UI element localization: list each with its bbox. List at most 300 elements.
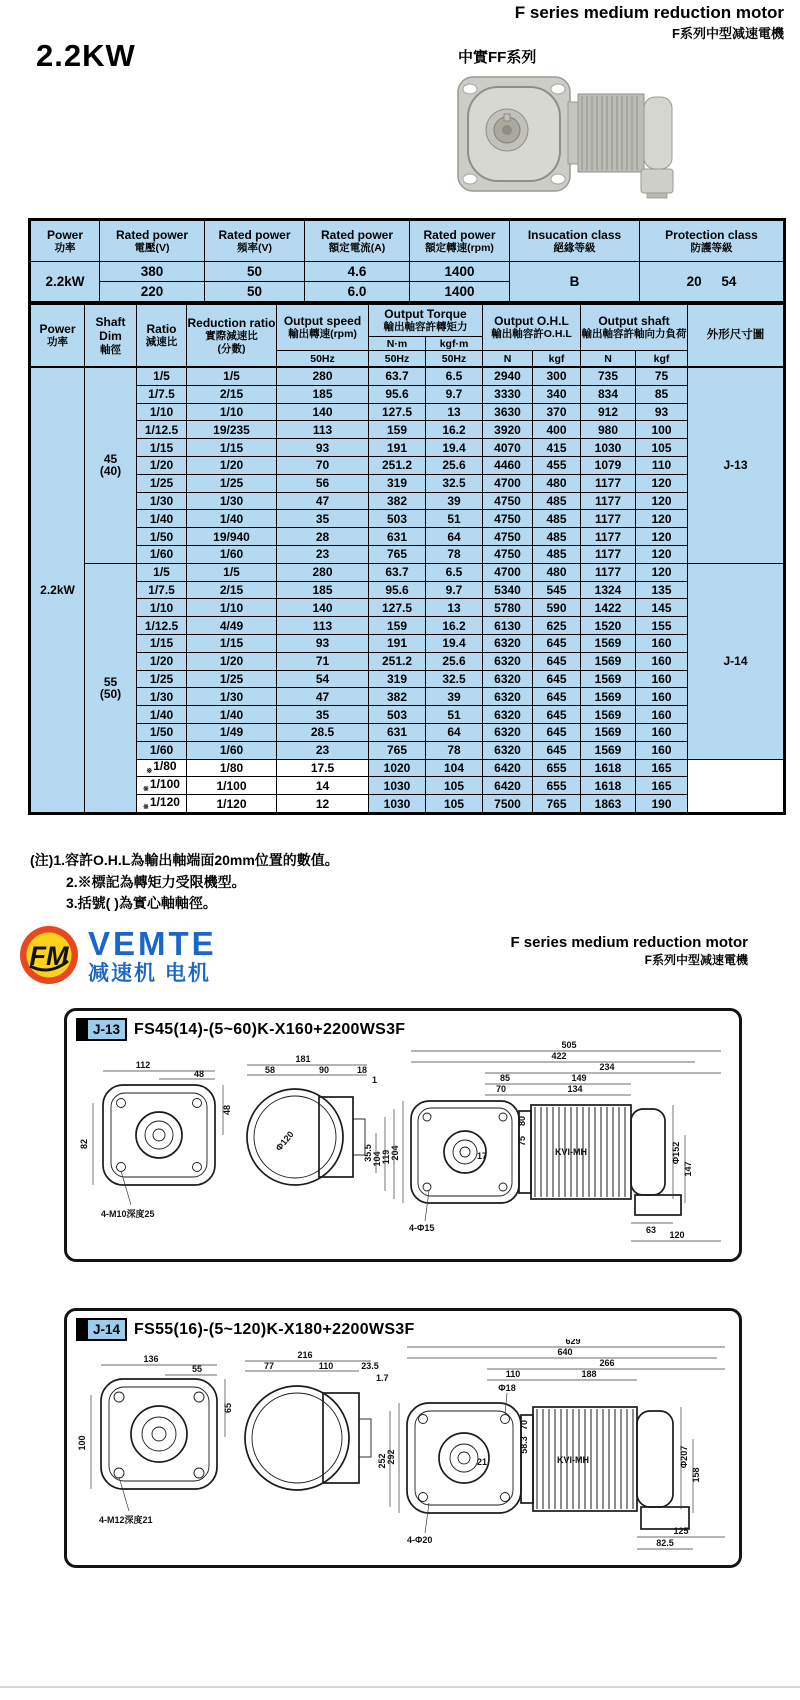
- j13-dim-58: 58: [264, 1065, 276, 1075]
- t2-h-hz-kgfm: 50Hz: [426, 351, 483, 368]
- cell-ratio: 1/12.5: [137, 421, 187, 439]
- cell-shaft-n: 1569: [581, 688, 636, 706]
- j13-dim-17-key: 17: [477, 1151, 488, 1161]
- cell-ohl-kgf: 645: [533, 634, 581, 652]
- cell-shaft-kgf: 75: [636, 367, 688, 385]
- footnote-line-3: 3.括號( )為實心軸軸徑。: [66, 895, 217, 912]
- cell-torque-kgfm: 51: [426, 706, 483, 724]
- j13-dim-75: 75: [517, 1135, 527, 1147]
- cell-ohl-n: 4460: [483, 456, 533, 474]
- cell-ohl-n: 2940: [483, 367, 533, 385]
- footnote-prefix: (注): [30, 852, 54, 868]
- j14-dim-216: 216: [297, 1350, 313, 1360]
- cell-torque-kgfm: 9.7: [426, 385, 483, 403]
- t2-h-reduction-zh2: (分數): [217, 342, 246, 355]
- j13-dim-104: 104: [372, 1151, 382, 1167]
- t1-h-insulation-en: Insucation class: [527, 227, 622, 242]
- t2-h-shaft-n: N: [581, 351, 636, 368]
- cell-ohl-kgf: 655: [533, 777, 581, 795]
- cell-output-speed: 47: [277, 688, 369, 706]
- cell-shaft-n: 1618: [581, 759, 636, 777]
- power-rating-title: 2.2KW: [36, 38, 136, 73]
- cell-torque-nm: 319: [369, 474, 426, 492]
- cell-torque-kgfm: 25.6: [426, 652, 483, 670]
- j13-dim-119: 119: [381, 1149, 391, 1165]
- j14-badge: [76, 1318, 127, 1341]
- cell-reduction-ratio: 1/10: [187, 403, 277, 421]
- cell-ratio: 1/60: [137, 741, 187, 759]
- cell-torque-kgfm: 104: [426, 759, 483, 777]
- t1-insulation-value: B: [510, 262, 640, 303]
- t1-current-380: 4.6: [305, 262, 410, 282]
- cell-ohl-n: 4700: [483, 474, 533, 492]
- cell-output-speed: 185: [277, 385, 369, 403]
- cell-torque-nm: 765: [369, 741, 426, 759]
- t1-h-speed-zh: 額定轉速(rpm): [425, 241, 494, 254]
- brand-emblem-letters: FM: [29, 941, 69, 971]
- cell-torque-nm: 159: [369, 421, 426, 439]
- page-title-en: F series medium reduction motor: [514, 3, 784, 22]
- j13-dim-35-5: 35.5: [363, 1144, 373, 1162]
- j14-dim-58-3: 58.3: [519, 1436, 529, 1454]
- cell-shaft-n: 1422: [581, 599, 636, 617]
- cell-output-speed: 140: [277, 403, 369, 421]
- cell-shaft-kgf: 120: [636, 510, 688, 528]
- t2-h-hz-nm: 50Hz: [369, 351, 426, 368]
- j14-holes-callout: 4-Φ20: [407, 1535, 433, 1545]
- cell-reduction-ratio: 1/20: [187, 652, 277, 670]
- torque-limited-mark: ※: [143, 804, 149, 812]
- brand-emblem-icon: [18, 924, 80, 986]
- j14-dim-23-5: 23.5: [361, 1361, 379, 1371]
- series-label: 中實FF系列: [458, 49, 537, 66]
- j13-dim-120-bottom: 120: [669, 1230, 685, 1240]
- cell-reduction-ratio: 19/235: [187, 421, 277, 439]
- mid-title-zh: F系列中型减速電機: [644, 953, 748, 967]
- j13-dim-dia-152: Φ152: [671, 1141, 681, 1165]
- cell-shaft-kgf: 120: [636, 474, 688, 492]
- cell-output-speed: 14: [277, 777, 369, 795]
- t2-h-reduction: [187, 304, 277, 368]
- cell-reduction-ratio: 1/15: [187, 634, 277, 652]
- cell-shaft-n: 1324: [581, 581, 636, 599]
- cell-shaft-kgf: 160: [636, 723, 688, 741]
- cell-ohl-n: 6320: [483, 723, 533, 741]
- cell-reduction-ratio: 2/15: [187, 385, 277, 403]
- j13-motor-label: KVI-MH: [555, 1147, 587, 1157]
- cell-reduction-ratio: 1/10: [187, 599, 277, 617]
- cell-shaft-kgf: 105: [636, 439, 688, 457]
- torque-limited-mark: ※: [143, 786, 149, 794]
- cell-ohl-kgf: 400: [533, 421, 581, 439]
- cell-ratio: $_※$1/80: [137, 759, 187, 777]
- table-row: [30, 759, 785, 777]
- cell-torque-kgfm: 39: [426, 492, 483, 510]
- cell-shaft-n: 1569: [581, 706, 636, 724]
- cell-reduction-ratio: 1/25: [187, 474, 277, 492]
- footnote-line-2: 2.※標記為轉矩力受限機型。: [66, 873, 246, 890]
- cell-output-speed: 35: [277, 510, 369, 528]
- cell-output-speed: 28.5: [277, 723, 369, 741]
- j14-badge-square: [78, 1320, 88, 1339]
- cell-ratio: 1/60: [137, 545, 187, 563]
- cell-ratio: 1/50: [137, 528, 187, 546]
- power-cell: 2.2kW: [30, 367, 85, 813]
- j13-dim-204: 204: [390, 1145, 400, 1161]
- t2-h-ohl-n: N: [483, 351, 533, 368]
- cell-ohl-kgf: 590: [533, 599, 581, 617]
- cell-shaft-n: 834: [581, 385, 636, 403]
- t2-h-nm: N·m: [369, 337, 426, 351]
- t2-h-ratio: [137, 304, 187, 368]
- cell-output-speed: 17.5: [277, 759, 369, 777]
- table-row: [30, 528, 785, 546]
- t1-h-current-zh: 額定電流(A): [328, 241, 386, 254]
- dim-ref-empty-cell: [688, 759, 785, 813]
- cell-torque-kgfm: 6.5: [426, 367, 483, 385]
- cell-ohl-kgf: 645: [533, 706, 581, 724]
- brand-name: VEMTE: [88, 924, 217, 962]
- j14-dim-dia-18: Φ18: [498, 1383, 516, 1393]
- cell-torque-nm: 63.7: [369, 563, 426, 581]
- cell-ohl-n: 4750: [483, 492, 533, 510]
- cell-ohl-n: 6320: [483, 652, 533, 670]
- t2-h-hz-speed: 50Hz: [277, 351, 369, 368]
- cell-ohl-kgf: 655: [533, 759, 581, 777]
- power-spec-table: [28, 218, 786, 304]
- cell-ratio: 1/12.5: [137, 617, 187, 635]
- cell-ohl-n: 5340: [483, 581, 533, 599]
- cell-torque-kgfm: 16.2: [426, 421, 483, 439]
- cell-torque-kgfm: 25.6: [426, 456, 483, 474]
- cell-reduction-ratio: 1/30: [187, 492, 277, 510]
- shaft-dim-paren: (50): [99, 686, 122, 701]
- j13-drawing-canvas: [73, 1041, 733, 1253]
- cell-shaft-n: 980: [581, 421, 636, 439]
- cell-shaft-n: 1177: [581, 545, 636, 563]
- j13-dim-48-top: 48: [193, 1069, 205, 1079]
- cell-ratio: 1/25: [137, 474, 187, 492]
- cell-ohl-n: 6320: [483, 741, 533, 759]
- t2-h-torque-en: Output Torque: [384, 307, 467, 321]
- cell-ratio: 1/20: [137, 652, 187, 670]
- cell-reduction-ratio: 1/49: [187, 723, 277, 741]
- cell-reduction-ratio: 1/30: [187, 688, 277, 706]
- t1-h-voltage-zh: 電壓(V): [134, 241, 170, 254]
- cell-ohl-kgf: 645: [533, 670, 581, 688]
- page-title-zh: F系列中型减速電機: [672, 25, 784, 41]
- t1-freq-380: 50: [205, 262, 305, 282]
- t2-h-torque-zh: 輸出軸容許轉矩力: [383, 321, 468, 334]
- cell-torque-nm: 63.7: [369, 367, 426, 385]
- brand-logo: [18, 924, 217, 986]
- j13-holes-callout: 4-Φ15: [409, 1223, 435, 1233]
- cell-ohl-n: 4700: [483, 563, 533, 581]
- cell-ohl-kgf: 485: [533, 545, 581, 563]
- cell-output-speed: 23: [277, 545, 369, 563]
- t2-body: [30, 367, 785, 813]
- cell-shaft-kgf: 120: [636, 528, 688, 546]
- cell-torque-kgfm: 64: [426, 528, 483, 546]
- cell-output-speed: 113: [277, 421, 369, 439]
- cell-ohl-n: 6420: [483, 777, 533, 795]
- cell-output-speed: 12: [277, 795, 369, 814]
- cell-shaft-n: 1177: [581, 510, 636, 528]
- j14-dim-77: 77: [263, 1361, 275, 1371]
- j14-side-view: [245, 1350, 389, 1490]
- t2-h-thrust-zh: 輸出軸容許軸向力負荷: [581, 328, 687, 341]
- cell-torque-nm: 127.5: [369, 599, 426, 617]
- cell-output-speed: 140: [277, 599, 369, 617]
- cell-torque-kgfm: 105: [426, 777, 483, 795]
- t2-h-reduction-zh: 實際減速比: [205, 330, 258, 343]
- t1-row-380v: [30, 262, 785, 282]
- cell-ratio: $_※$1/120: [137, 795, 187, 814]
- t2-h-output-speed: [277, 304, 369, 351]
- cell-ohl-kgf: 455: [533, 456, 581, 474]
- cell-torque-kgfm: 51: [426, 510, 483, 528]
- table-row: [30, 688, 785, 706]
- cell-output-speed: 280: [277, 367, 369, 385]
- cell-torque-nm: 382: [369, 688, 426, 706]
- dim-ref-cell: J-14: [688, 563, 785, 759]
- j14-dim-252: 252: [377, 1453, 387, 1469]
- dim-ref-cell: J-13: [688, 367, 785, 563]
- cell-reduction-ratio: 1/60: [187, 741, 277, 759]
- shaft-dim-cell: [85, 367, 137, 563]
- cell-reduction-ratio: 1/40: [187, 706, 277, 724]
- cell-ratio: 1/40: [137, 706, 187, 724]
- cell-shaft-kgf: 100: [636, 421, 688, 439]
- t2-h-ohl-kgf: kgf: [533, 351, 581, 368]
- page-header: [515, 4, 784, 42]
- j14-dim-110: 110: [505, 1369, 521, 1379]
- j14-dim-629: 629: [565, 1339, 581, 1346]
- cell-torque-nm: 1030: [369, 795, 426, 814]
- j13-dim-422: 422: [551, 1051, 567, 1061]
- cell-shaft-kgf: 160: [636, 652, 688, 670]
- j13-dim-181: 181: [295, 1054, 311, 1064]
- cell-shaft-kgf: 135: [636, 581, 688, 599]
- cell-output-speed: 113: [277, 617, 369, 635]
- cell-shaft-kgf: 165: [636, 759, 688, 777]
- t2-h-reduction-en: Reduction ratio: [187, 315, 276, 330]
- j13-badge-label: J-13: [88, 1020, 125, 1039]
- table-row: [30, 795, 785, 814]
- j13-dim-1: 1: [372, 1075, 378, 1085]
- cell-reduction-ratio: 1/120: [187, 795, 277, 814]
- j14-dim-292: 292: [386, 1449, 396, 1465]
- cell-ohl-kgf: 625: [533, 617, 581, 635]
- j13-side-view: [247, 1054, 377, 1185]
- j14-assembly-view: [377, 1339, 725, 1549]
- cell-output-speed: 54: [277, 670, 369, 688]
- t1-h-voltage-en: Rated power: [115, 227, 188, 242]
- cell-torque-kgfm: 32.5: [426, 670, 483, 688]
- cell-ohl-kgf: 545: [533, 581, 581, 599]
- mid-title-en: F series medium reduction motor: [510, 934, 748, 951]
- j13-dim-85: 85: [499, 1073, 511, 1083]
- table-row: [30, 670, 785, 688]
- cell-output-speed: 93: [277, 634, 369, 652]
- j14-dim-136: 136: [143, 1354, 159, 1364]
- t2-h-shaft-zh: 軸徑: [100, 343, 121, 356]
- table-row: [30, 634, 785, 652]
- j13-title-row: [67, 1011, 739, 1041]
- table-row: [30, 777, 785, 795]
- t1-h-current-en: Rated power: [320, 227, 393, 242]
- t2-h-output-shaft: [581, 304, 688, 351]
- t2-h-ohl-en: Output O.H.L: [494, 314, 569, 328]
- cell-torque-nm: 1030: [369, 777, 426, 795]
- t2-header-row-1: [30, 304, 785, 337]
- t1-voltage-220: 220: [100, 282, 205, 303]
- cell-output-speed: 70: [277, 456, 369, 474]
- t1-protection-value: 20 54: [640, 262, 785, 303]
- cell-shaft-n: 1079: [581, 456, 636, 474]
- cell-torque-nm: 631: [369, 528, 426, 546]
- cell-torque-kgfm: 105: [426, 795, 483, 814]
- cell-shaft-kgf: 85: [636, 385, 688, 403]
- cell-shaft-n: 1177: [581, 563, 636, 581]
- cell-reduction-ratio: 1/5: [187, 367, 277, 385]
- t2-h-shaft-en: Shaft Dim: [95, 314, 126, 344]
- t1-h-speed: [410, 220, 510, 262]
- shaft-dim-cell: [85, 563, 137, 813]
- t2-h-dimension-ref: [688, 304, 785, 368]
- j14-dim-dia-207: Φ207: [679, 1445, 689, 1469]
- cell-shaft-kgf: 120: [636, 492, 688, 510]
- t1-h-frequency-zh: 頻率(V): [237, 241, 272, 254]
- cell-shaft-n: 1177: [581, 474, 636, 492]
- table-row: [30, 545, 785, 563]
- table-row: [30, 456, 785, 474]
- cell-torque-kgfm: 39: [426, 688, 483, 706]
- j13-assembly-view: [363, 1041, 721, 1241]
- cell-torque-nm: 191: [369, 634, 426, 652]
- cell-torque-nm: 631: [369, 723, 426, 741]
- cell-shaft-kgf: 160: [636, 688, 688, 706]
- t2-h-ratio-en: Ratio: [146, 322, 177, 336]
- t1-h-insulation: [510, 220, 640, 262]
- t2-h-output-torque: [369, 304, 483, 337]
- t2-h-output-ohl: [483, 304, 581, 351]
- cell-shaft-n: 1177: [581, 492, 636, 510]
- cell-ohl-n: 3920: [483, 421, 533, 439]
- cell-reduction-ratio: 4/49: [187, 617, 277, 635]
- j14-dim-266: 266: [599, 1358, 615, 1368]
- j14-motor-label: KVI-MH: [557, 1455, 589, 1465]
- t1-h-frequency-en: Rated power: [218, 227, 291, 242]
- t2-h-ohl-zh: 輸出軸容許O.H.L: [491, 328, 572, 341]
- product-photo: [455, 72, 685, 200]
- cell-shaft-kgf: 120: [636, 563, 688, 581]
- cell-ohl-n: 6320: [483, 634, 533, 652]
- cell-ohl-n: 4750: [483, 528, 533, 546]
- cell-torque-nm: 95.6: [369, 581, 426, 599]
- table-row: [30, 723, 785, 741]
- cell-ratio: 1/10: [137, 403, 187, 421]
- j14-badge-label: J-14: [88, 1320, 125, 1339]
- table-row: [30, 403, 785, 421]
- table-row: [30, 741, 785, 759]
- cell-shaft-kgf: 165: [636, 777, 688, 795]
- page-bottom-divider: [0, 1686, 800, 1688]
- j14-dim-158: 158: [691, 1467, 701, 1483]
- cell-torque-nm: 1020: [369, 759, 426, 777]
- cell-shaft-kgf: 160: [636, 670, 688, 688]
- t2-h-shaft-dim: [85, 304, 137, 368]
- cell-ratio: 1/50: [137, 723, 187, 741]
- j14-title-row: [67, 1311, 739, 1341]
- j13-dim-80: 80: [517, 1115, 527, 1127]
- t1-current-220: 6.0: [305, 282, 410, 303]
- cell-ratio: 1/25: [137, 670, 187, 688]
- brand-subtitle: 减速机 电机: [88, 961, 211, 985]
- t1-freq-220: 50: [205, 282, 305, 303]
- cell-ohl-n: 3630: [483, 403, 533, 421]
- footnote-text-1: 1.容許O.H.L為輸出軸端面20mm位置的數值。: [53, 852, 339, 868]
- j13-dim-82: 82: [79, 1138, 89, 1150]
- t1-speed-220: 1400: [410, 282, 510, 303]
- cell-reduction-ratio: 1/20: [187, 456, 277, 474]
- t1-h-protection-en: Protection class: [665, 227, 758, 242]
- cell-ratio: 1/7.5: [137, 581, 187, 599]
- t1-h-speed-en: Rated power: [423, 227, 496, 242]
- cell-torque-kgfm: 64: [426, 723, 483, 741]
- cell-torque-kgfm: 78: [426, 741, 483, 759]
- cell-ohl-kgf: 765: [533, 795, 581, 814]
- cell-reduction-ratio: 1/60: [187, 545, 277, 563]
- t1-header-row: [30, 220, 785, 262]
- cell-torque-nm: 765: [369, 545, 426, 563]
- j13-dim-dia-120: Φ120: [273, 1129, 296, 1153]
- cell-ratio: $_※$1/100: [137, 777, 187, 795]
- cell-output-speed: 28: [277, 528, 369, 546]
- j14-dim-21-key: 21: [477, 1457, 488, 1467]
- table-row: [30, 385, 785, 403]
- cell-torque-nm: 319: [369, 670, 426, 688]
- t2-h-dim-zh: 外形尺寸圖: [706, 328, 765, 341]
- cell-output-speed: 23: [277, 741, 369, 759]
- table-row: [30, 706, 785, 724]
- cell-reduction-ratio: 1/100: [187, 777, 277, 795]
- j14-dim-82-5: 82.5: [656, 1538, 674, 1548]
- j14-dim-188: 188: [581, 1369, 597, 1379]
- cell-ohl-kgf: 645: [533, 723, 581, 741]
- t1-h-current: [305, 220, 410, 262]
- t2-h-thrust-en: Output shaft: [598, 314, 670, 328]
- performance-table: [28, 302, 786, 815]
- cell-shaft-kgf: 120: [636, 545, 688, 563]
- torque-limited-mark: ※: [146, 768, 153, 776]
- cell-torque-kgfm: 16.2: [426, 617, 483, 635]
- cell-torque-nm: 382: [369, 492, 426, 510]
- cell-torque-kgfm: 19.4: [426, 439, 483, 457]
- cell-reduction-ratio: 1/80: [187, 759, 277, 777]
- j13-dim-18: 18: [356, 1065, 368, 1075]
- t2-h-kgfm: kgf·m: [426, 337, 483, 351]
- cell-ohl-n: 6320: [483, 688, 533, 706]
- cell-shaft-n: 1030: [581, 439, 636, 457]
- j13-front-view: [79, 1060, 232, 1219]
- t2-h-power: [30, 304, 85, 368]
- cell-output-speed: 93: [277, 439, 369, 457]
- cell-output-speed: 35: [277, 706, 369, 724]
- t2-h-speed-en: Output speed: [283, 314, 362, 328]
- shaft-dim-value: 45: [103, 452, 118, 467]
- table-row: [30, 617, 785, 635]
